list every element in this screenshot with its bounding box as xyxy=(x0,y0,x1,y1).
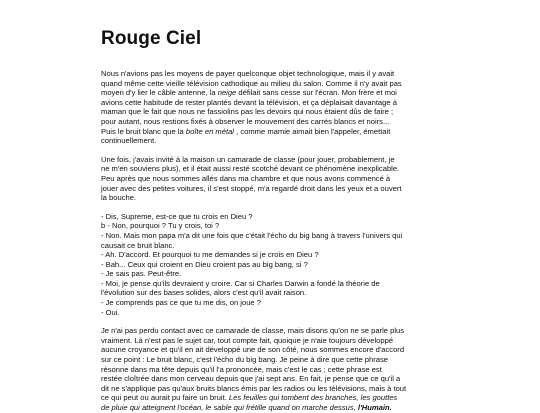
text-run: - Je comprends pas ce que tu me dis, on joue ? xyxy=(101,298,261,308)
text-run: b - Non, pourquoi ? Tu y crois, toi ? xyxy=(101,221,220,231)
text-run: jouer avec des petites voitures, il s'est stoppé, m'a regardé droit dans les yeux et a ouvert xyxy=(101,183,402,193)
text-line xyxy=(101,117,439,127)
text-run: Je n'ai pas perdu contact avec ce camarade de classe, mais disons qu'on ne se parle plus xyxy=(101,326,405,336)
text-line xyxy=(101,260,439,270)
text-line xyxy=(101,88,439,98)
text-run: , comme mamie aimait bien l'appeler, émettait xyxy=(233,126,391,136)
text-line xyxy=(101,241,439,251)
text-run: - Je sais pas. Peut-être. xyxy=(101,269,182,279)
emphasis-text: boîte en métal xyxy=(185,126,234,136)
text-line xyxy=(101,393,439,403)
text-run: - Bah... Ceux qui croient en Dieu croient pas au big bang, si ? xyxy=(101,259,308,269)
text-line xyxy=(101,365,439,375)
text-run: pour autant, nous restions fixés à observer le mouvement des carrés blancs et noirs... xyxy=(101,116,390,126)
text-run: ne m'en souviens plus), et il était aussi resté scotché devant ce phénomène inexplicable. xyxy=(101,164,400,174)
text-line xyxy=(101,336,439,346)
text-line xyxy=(101,127,439,137)
paragraph-2 xyxy=(101,155,439,203)
text-run: restée cloîtrée dans mon cerveau depuis que j'ai sept ans. En fait, je pense que ce qu'il a xyxy=(101,374,401,384)
text-line xyxy=(101,79,439,89)
page-title: Rouge Ciel xyxy=(101,28,202,49)
text-run: vraiment. Là n'est pas le sujet car, tout compte fait, quoique je n'aie toujours développé xyxy=(101,335,394,345)
text-line xyxy=(101,250,439,260)
text-run: sur ce point : Le bruit blanc, c'est l'écho du big bang. Je peine à dire que cette phrase xyxy=(101,355,389,365)
text-line xyxy=(101,69,439,79)
text-line xyxy=(101,193,439,203)
text-line xyxy=(101,308,439,318)
text-run: - Oui. xyxy=(101,307,120,317)
text-line xyxy=(101,136,439,146)
document-page xyxy=(101,0,439,413)
text-line xyxy=(101,98,439,108)
strong-emphasis-text: l'Humain. xyxy=(357,403,392,412)
text-line xyxy=(101,279,439,289)
text-run: causait ce bruit blanc. xyxy=(101,240,175,250)
text-run: Nous n'avions pas les moyens de payer quelconque objet technologique, mais il y avait xyxy=(101,69,395,78)
text-line xyxy=(101,212,439,222)
text-line xyxy=(101,164,439,174)
text-line xyxy=(101,384,439,394)
text-line xyxy=(101,374,439,384)
dialogue-block xyxy=(101,212,439,318)
text-run: aucune croyance et qu'il en ait développé une de son côté, nous sommes encore d'accord xyxy=(101,345,405,355)
text-line xyxy=(101,288,439,298)
text-run: ce qui peut ou aurait pu faire un bruit. xyxy=(101,393,229,403)
text-line xyxy=(101,184,439,194)
text-run: continuellement. xyxy=(101,136,157,146)
text-line xyxy=(101,345,439,355)
text-line xyxy=(101,403,439,413)
text-run: - Moi, je pense qu'ils devraient y croire. Car si Charles Darwin a fondé la théorie de xyxy=(101,278,380,288)
text-run: avions cette habitude de rester plantés devant la télévision, et ça déplaisait davantage à xyxy=(101,97,397,107)
text-run: Une fois, j'avais invité à la maison un camarade de classe (pour jouer, probablement, je xyxy=(101,154,395,164)
text-run: - Dis, Supreme, est-ce que tu crois en Dieu ? xyxy=(101,211,253,221)
text-run: quand même cette vieille télévision cathodique au milieu du salon. Comme il n'y avait pas xyxy=(101,78,402,88)
text-line xyxy=(101,326,439,336)
text-run: maman que le fait que nous ne fassiolins pas les devoirs qui nous étaient dûs de faire ; xyxy=(101,107,394,117)
text-line xyxy=(101,174,439,184)
text-line xyxy=(101,298,439,308)
text-line xyxy=(101,221,439,231)
paragraph-1 xyxy=(101,69,439,146)
text-run: - Non. Mais mon papa m'a dit une fois que c'était l'écho du big bang à travers l'univers qui xyxy=(101,230,403,240)
text-run: l'évolution sur des bases solides, alors c'est qu'il avait raison. xyxy=(101,288,307,298)
text-run: Peu après que nous sommes allés dans ma chambre et que nous avons commencé à xyxy=(101,173,391,183)
text-run: défilait sans cesse sur l'écran. Mon frère et moi xyxy=(236,88,397,98)
text-line xyxy=(101,155,439,165)
text-run: la bouche. xyxy=(101,193,137,203)
emphasis-text: neige xyxy=(217,88,237,98)
paragraph-3 xyxy=(101,326,439,412)
text-line xyxy=(101,355,439,365)
text-run: dit ne s'applique pas qu'aux bruits blancs émis par les radios ou les télévisions, mais à tout xyxy=(101,383,407,393)
text-run: résonne dans ma tête depuis qu'il l'a prononcée, mais c'est le cas ; cette phrase est xyxy=(101,364,382,374)
text-line xyxy=(101,107,439,117)
text-run: moyen d'y lier le câble antenne, la xyxy=(101,88,218,98)
emphasis-text: Les feuilles qui tombent des branches, les gouttes xyxy=(228,393,398,403)
text-run: - Ah. D'accord. Et pourquoi tu me demandes si je crois en Dieu ? xyxy=(101,250,319,260)
text-line xyxy=(101,231,439,241)
emphasis-text: de pluie qui atteignent l'océan, le sable qui frétille quand on marche dessus, xyxy=(101,403,358,412)
text-run: Puis le bruit blanc que la xyxy=(101,126,186,136)
text-line xyxy=(101,269,439,279)
